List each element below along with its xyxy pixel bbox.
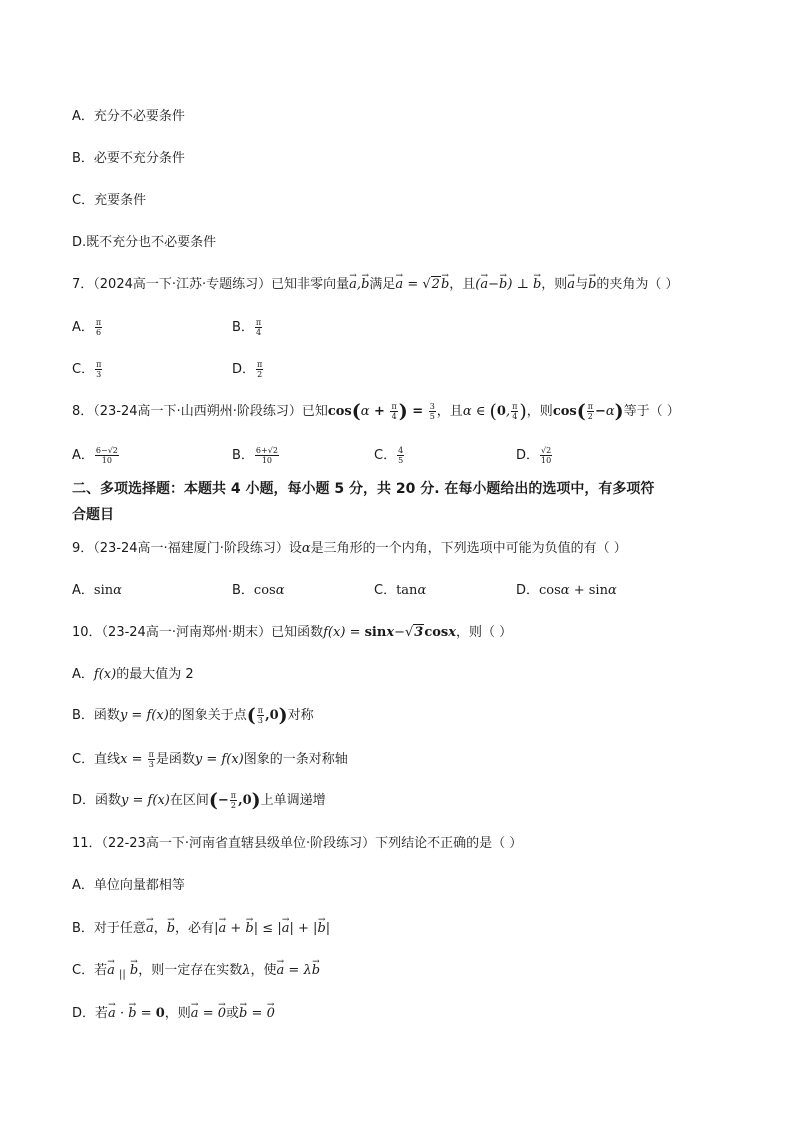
q11-option-c: C．若→ a $_{||}$ → b，则一定存在实数λ，使→ a = λ→ b [72,962,320,984]
q9-option-d: D．cosα + sinα [516,583,617,598]
q10-stem: 10．（23-24高一·河南郑州·期末）已知函数f(x) = sinx−√3cosx，则（ ） [72,625,513,640]
q8-option-b: B． $\frac{6+√2}{10}$ [232,446,278,465]
vectors-a-b: → a,→ b [349,277,369,292]
formula-dot-zero: → a · → b = 0 [108,1006,165,1021]
q8-stem: 8．（23-24高一下·山西朔州·阶段练习）已知cos(α + $\frac{\pi}{4}$ ) = $\frac{3}{5}$ ，且α ∈ (0, $\frac{\pi}{4}$ )，则cos( $\frac{\pi}{2}$ −α)等于（ ） [72,400,680,423]
q7-option-d: D． $\frac{\pi}{2}$ [232,360,263,379]
q8-option-d: D． $\frac{√2}{10}$ [516,446,552,465]
q7-stem: 7．（2024高一下·江苏·专题练习）已知非零向量→ a,→ b满足→ a = √2→ b，且(→ a−→ b) ⊥ → b，则→ a与→ b的夹角为（ ） [72,276,679,294]
formula-parallel: → a $_{||}$ → b [107,963,138,978]
q11-option-d: D．若→ a · → b = 0，则→ a = → 0或→ b = → 0 [72,1005,275,1023]
q6-option-d: D.既不充分也不必要条件 [72,235,217,250]
q6-option-c: C．充要条件 [72,193,147,208]
formula-cos-pi2-minus-alpha: cos( $\frac{\pi}{2}$ −α) [552,400,624,423]
q10-option-a: A．f(x)的最大值为 2 [72,667,194,682]
q8-option-c: C． $\frac{4}{5}$ [374,446,404,465]
formula-perp: (→ a−→ b) ⊥ → b [475,277,541,292]
q10-option-c: C．直线x = $\frac{\pi}{3}$ 是函数y = f(x)图象的一条对称轴 [72,750,348,769]
q6-option-a: A．充分不必要条件 [72,109,185,124]
formula-cos-alpha-plus-pi4: cos(α + $\frac{\pi}{4}$ ) = $\frac{3}{5}$ [327,400,435,423]
q9-option-a: A．sinα [72,583,122,598]
section-heading-multiple-choice: 二、多项选择题：本题共 4 小题，每小题 5 分，共 20 分. 在每小题给出的选项中，有多项符 合题目 [72,481,655,523]
q6-option-b: B．必要不充分条件 [72,151,185,166]
formula-a-eq-sqrt2-b: → a = √2→ b [395,277,449,292]
q9-option-b: B．cosα [232,583,285,598]
q10-option-d: D．函数y = f(x)在区间(− $\frac{\pi}{2}$ ,0)上单调递增 [72,789,326,812]
q11-stem: 11．（22-23高一下·河南省直辖县级单位·阶段练习）下列结论不正确的是（ ） [72,836,523,851]
q7-option-c: C． $\frac{\pi}{3}$ [72,360,102,379]
q11-option-b: B．对于任意→ a，→ b，必有|→ a + → b| ≤ |→ a| + |→ b| [72,920,330,938]
formula-triangle-inequality: |→ a + → b| ≤ |→ a| + |→ b| [214,921,330,936]
q10-option-b: B．函数y = f(x)的图象关于点( $\frac{\pi}{3}$ ,0)对称 [72,704,314,727]
q8-option-a: A． $\frac{6-√2}{10}$ [72,446,118,465]
formula-alpha-interval: α ∈ (0, $\frac{\pi}{4}$ ) [462,400,527,423]
q9-stem: 9．（23-24高一·福建厦门·阶段练习）设α是三角形的一个内角，下列选项中可能为负值的有（ ） [72,541,627,556]
q7-option-b: B． $\frac{\pi}{4}$ [232,318,262,337]
q7-option-a: A． $\frac{\pi}{6}$ [72,318,102,337]
formula-f-x: f(x) = sinx−√3cosx [323,625,457,640]
q9-option-c: C．tanα [374,583,427,598]
q11-option-a: A．单位向量都相等 [72,878,185,893]
